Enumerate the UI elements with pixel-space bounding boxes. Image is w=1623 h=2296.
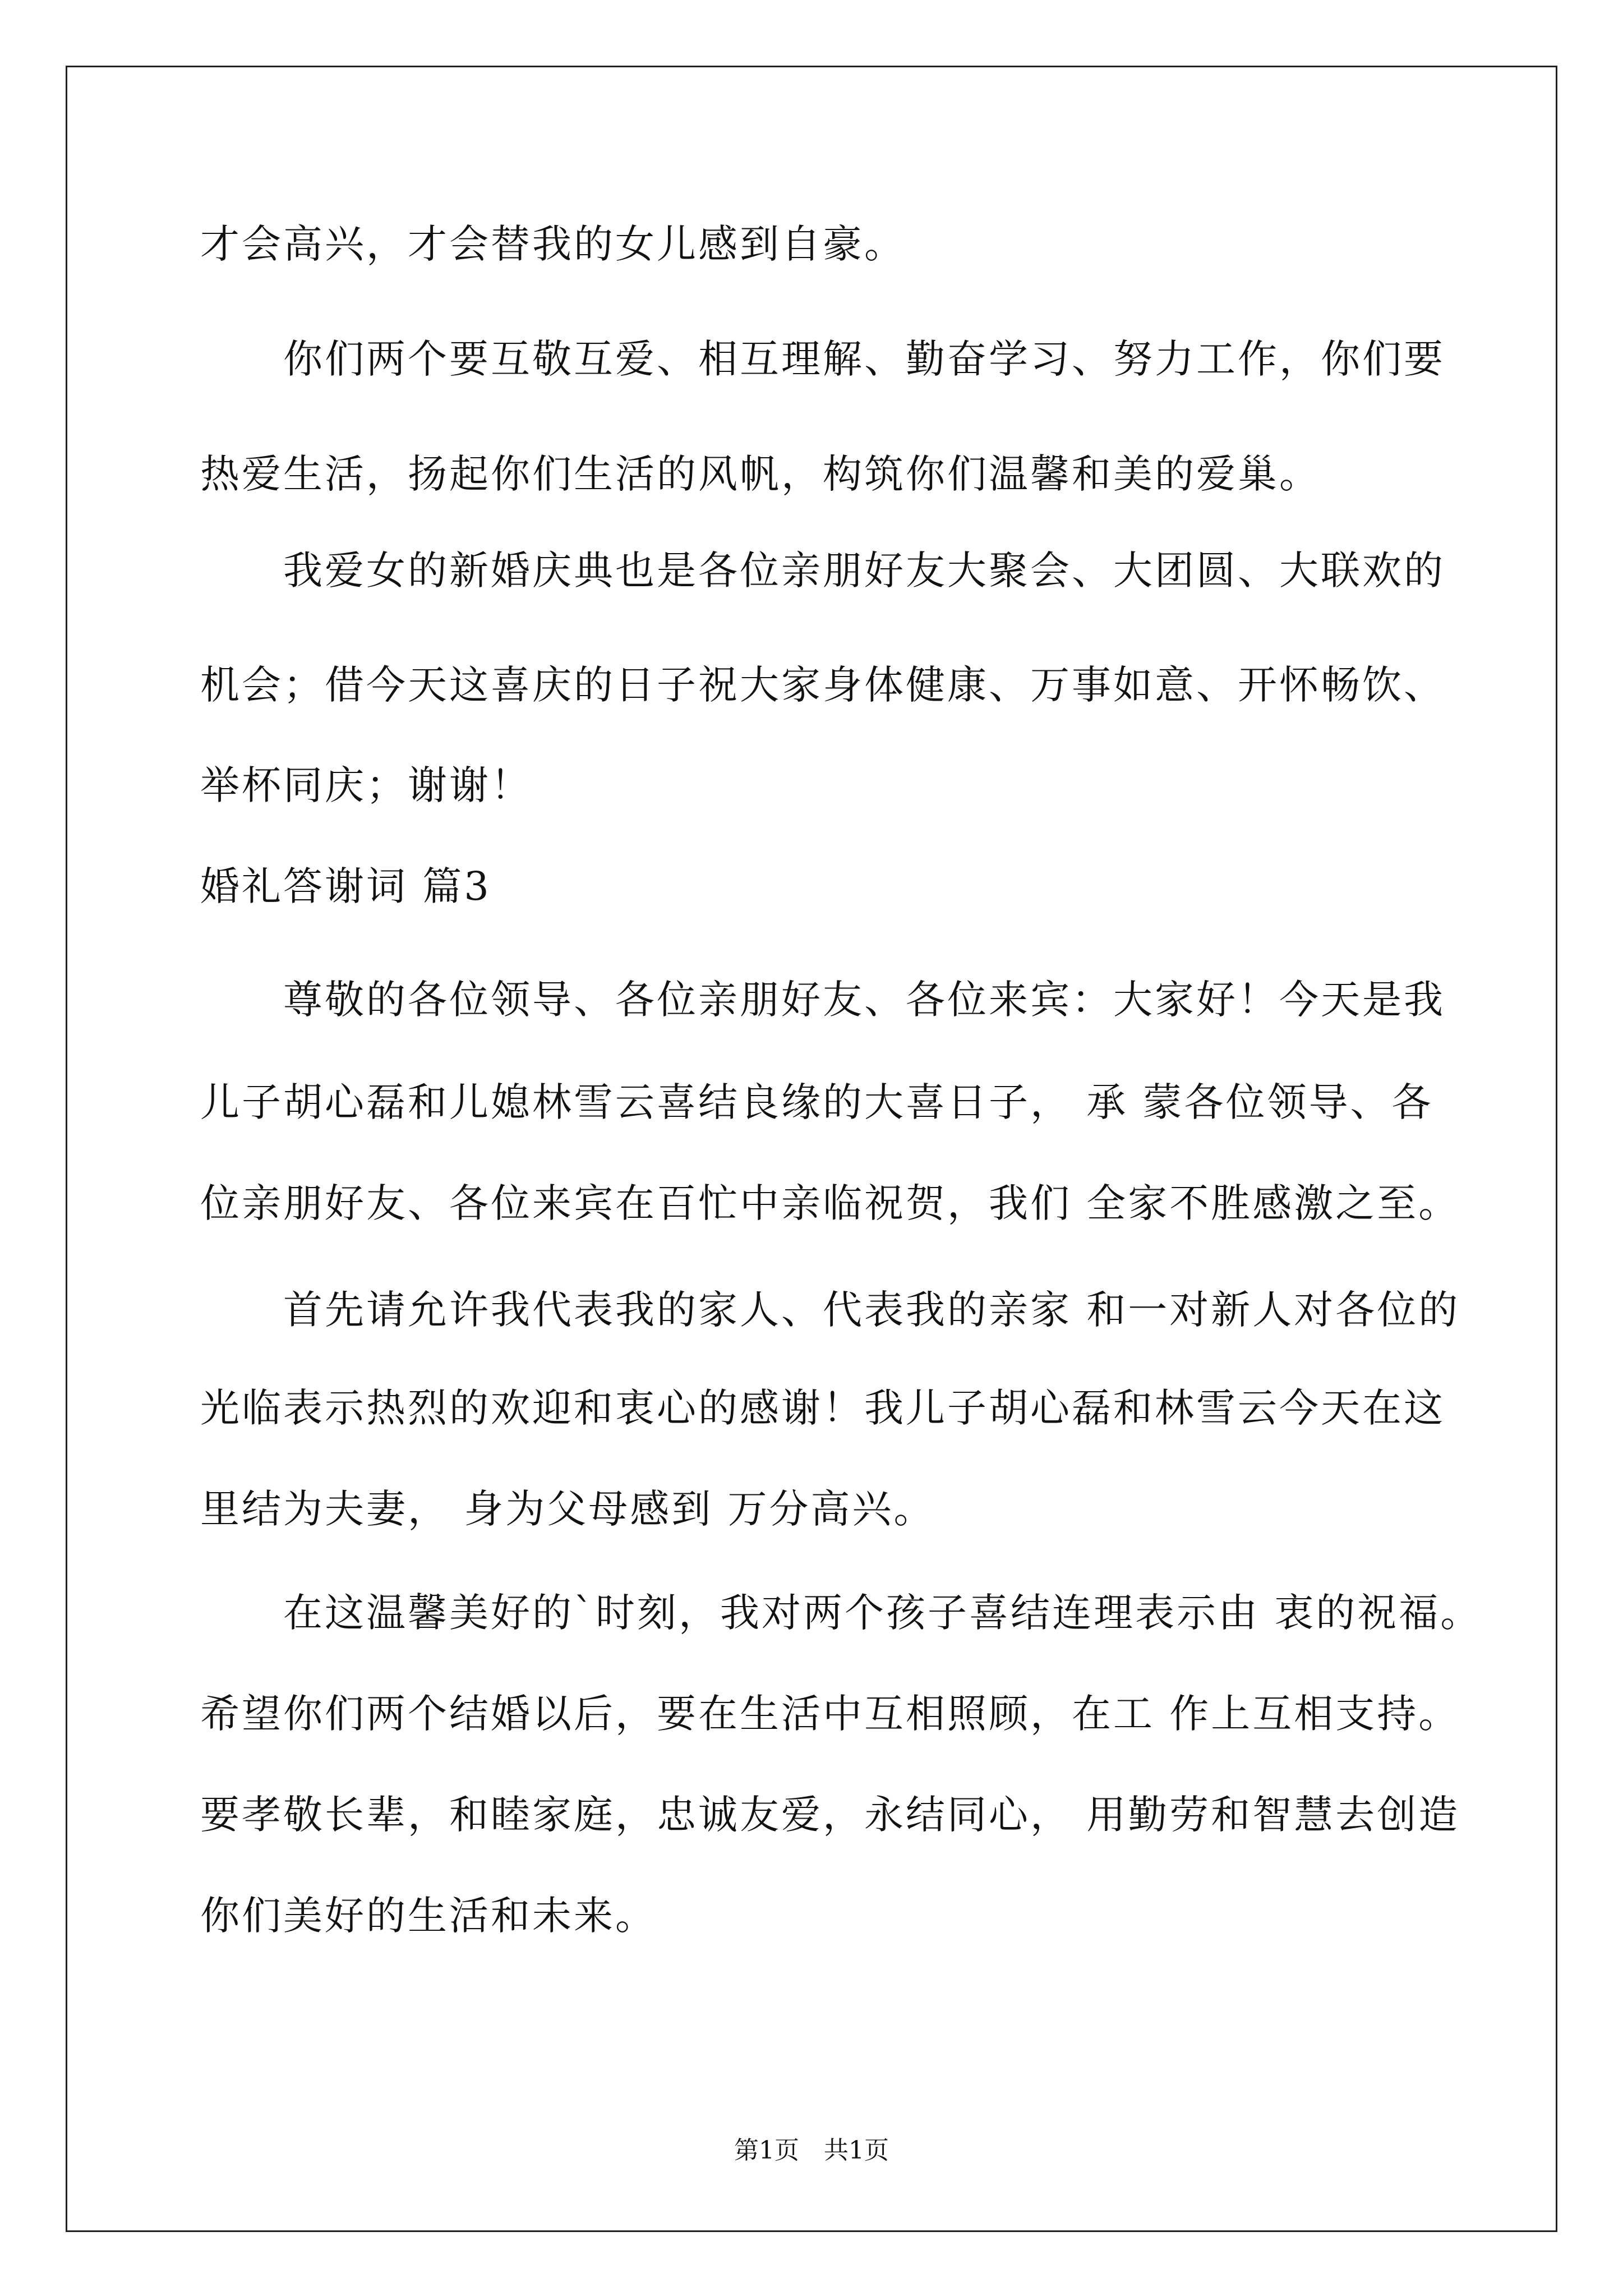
text-line: 里结为夫妻， 身为父母感到 万分高兴。 <box>200 1486 935 1532</box>
text-line: 你们两个要互敬互爱、相互理解、勤奋学习、努力工作，你们要 <box>283 336 1445 382</box>
text-line: 希望你们两个结婚以后，要在生活中互相照顾，在工 作上互相支持。 <box>200 1691 1460 1737</box>
text-line: 我爱女的新婚庆典也是各位亲朋好友大聚会、大团圆、大联欢的 <box>283 547 1445 593</box>
text-line: 儿子胡心磊和儿媳林雪云喜结良缘的大喜日子， 承 蒙各位领导、各 <box>200 1079 1433 1125</box>
text-line: 尊敬的各位领导、各位亲朋好友、各位来宾：大家好！今天是我 <box>283 977 1445 1023</box>
text-line: 光临表示热烈的欢迎和衷心的感谢！我儿子胡心磊和林雪云今天在这 <box>200 1385 1445 1431</box>
text-line: 热爱生活，扬起你们生活的风帆，构筑你们温馨和美的爱巢。 <box>200 451 1321 497</box>
text-line: 要孝敬长辈，和睦家庭，忠诚友爱，永结同心， 用勤劳和智慧去创造 <box>200 1792 1460 1838</box>
text-line: 首先请允许我代表我的家人、代表我的亲家 和一对新人对各位的 <box>283 1287 1460 1333</box>
text-line: 举杯同庆；谢谢！ <box>200 762 532 808</box>
page-number: 第1页 共1页 <box>734 2136 889 2165</box>
text-line: 机会；借今天这喜庆的日子祝大家身体健康、万事如意、开怀畅饮、 <box>200 662 1445 708</box>
text-line: 在这温馨美好的`时刻，我对两个孩子喜结连理表示由 衷的祝福。 <box>283 1590 1482 1636</box>
text-line: 你们美好的生活和未来。 <box>200 1893 657 1939</box>
section-heading: 婚礼答谢词 篇3 <box>200 863 491 909</box>
text-line: 才会高兴，才会替我的女儿感到自豪。 <box>200 221 906 267</box>
text-line: 位亲朋好友、各位来宾在百忙中亲临祝贺，我们 全家不胜感激之至。 <box>200 1180 1460 1226</box>
